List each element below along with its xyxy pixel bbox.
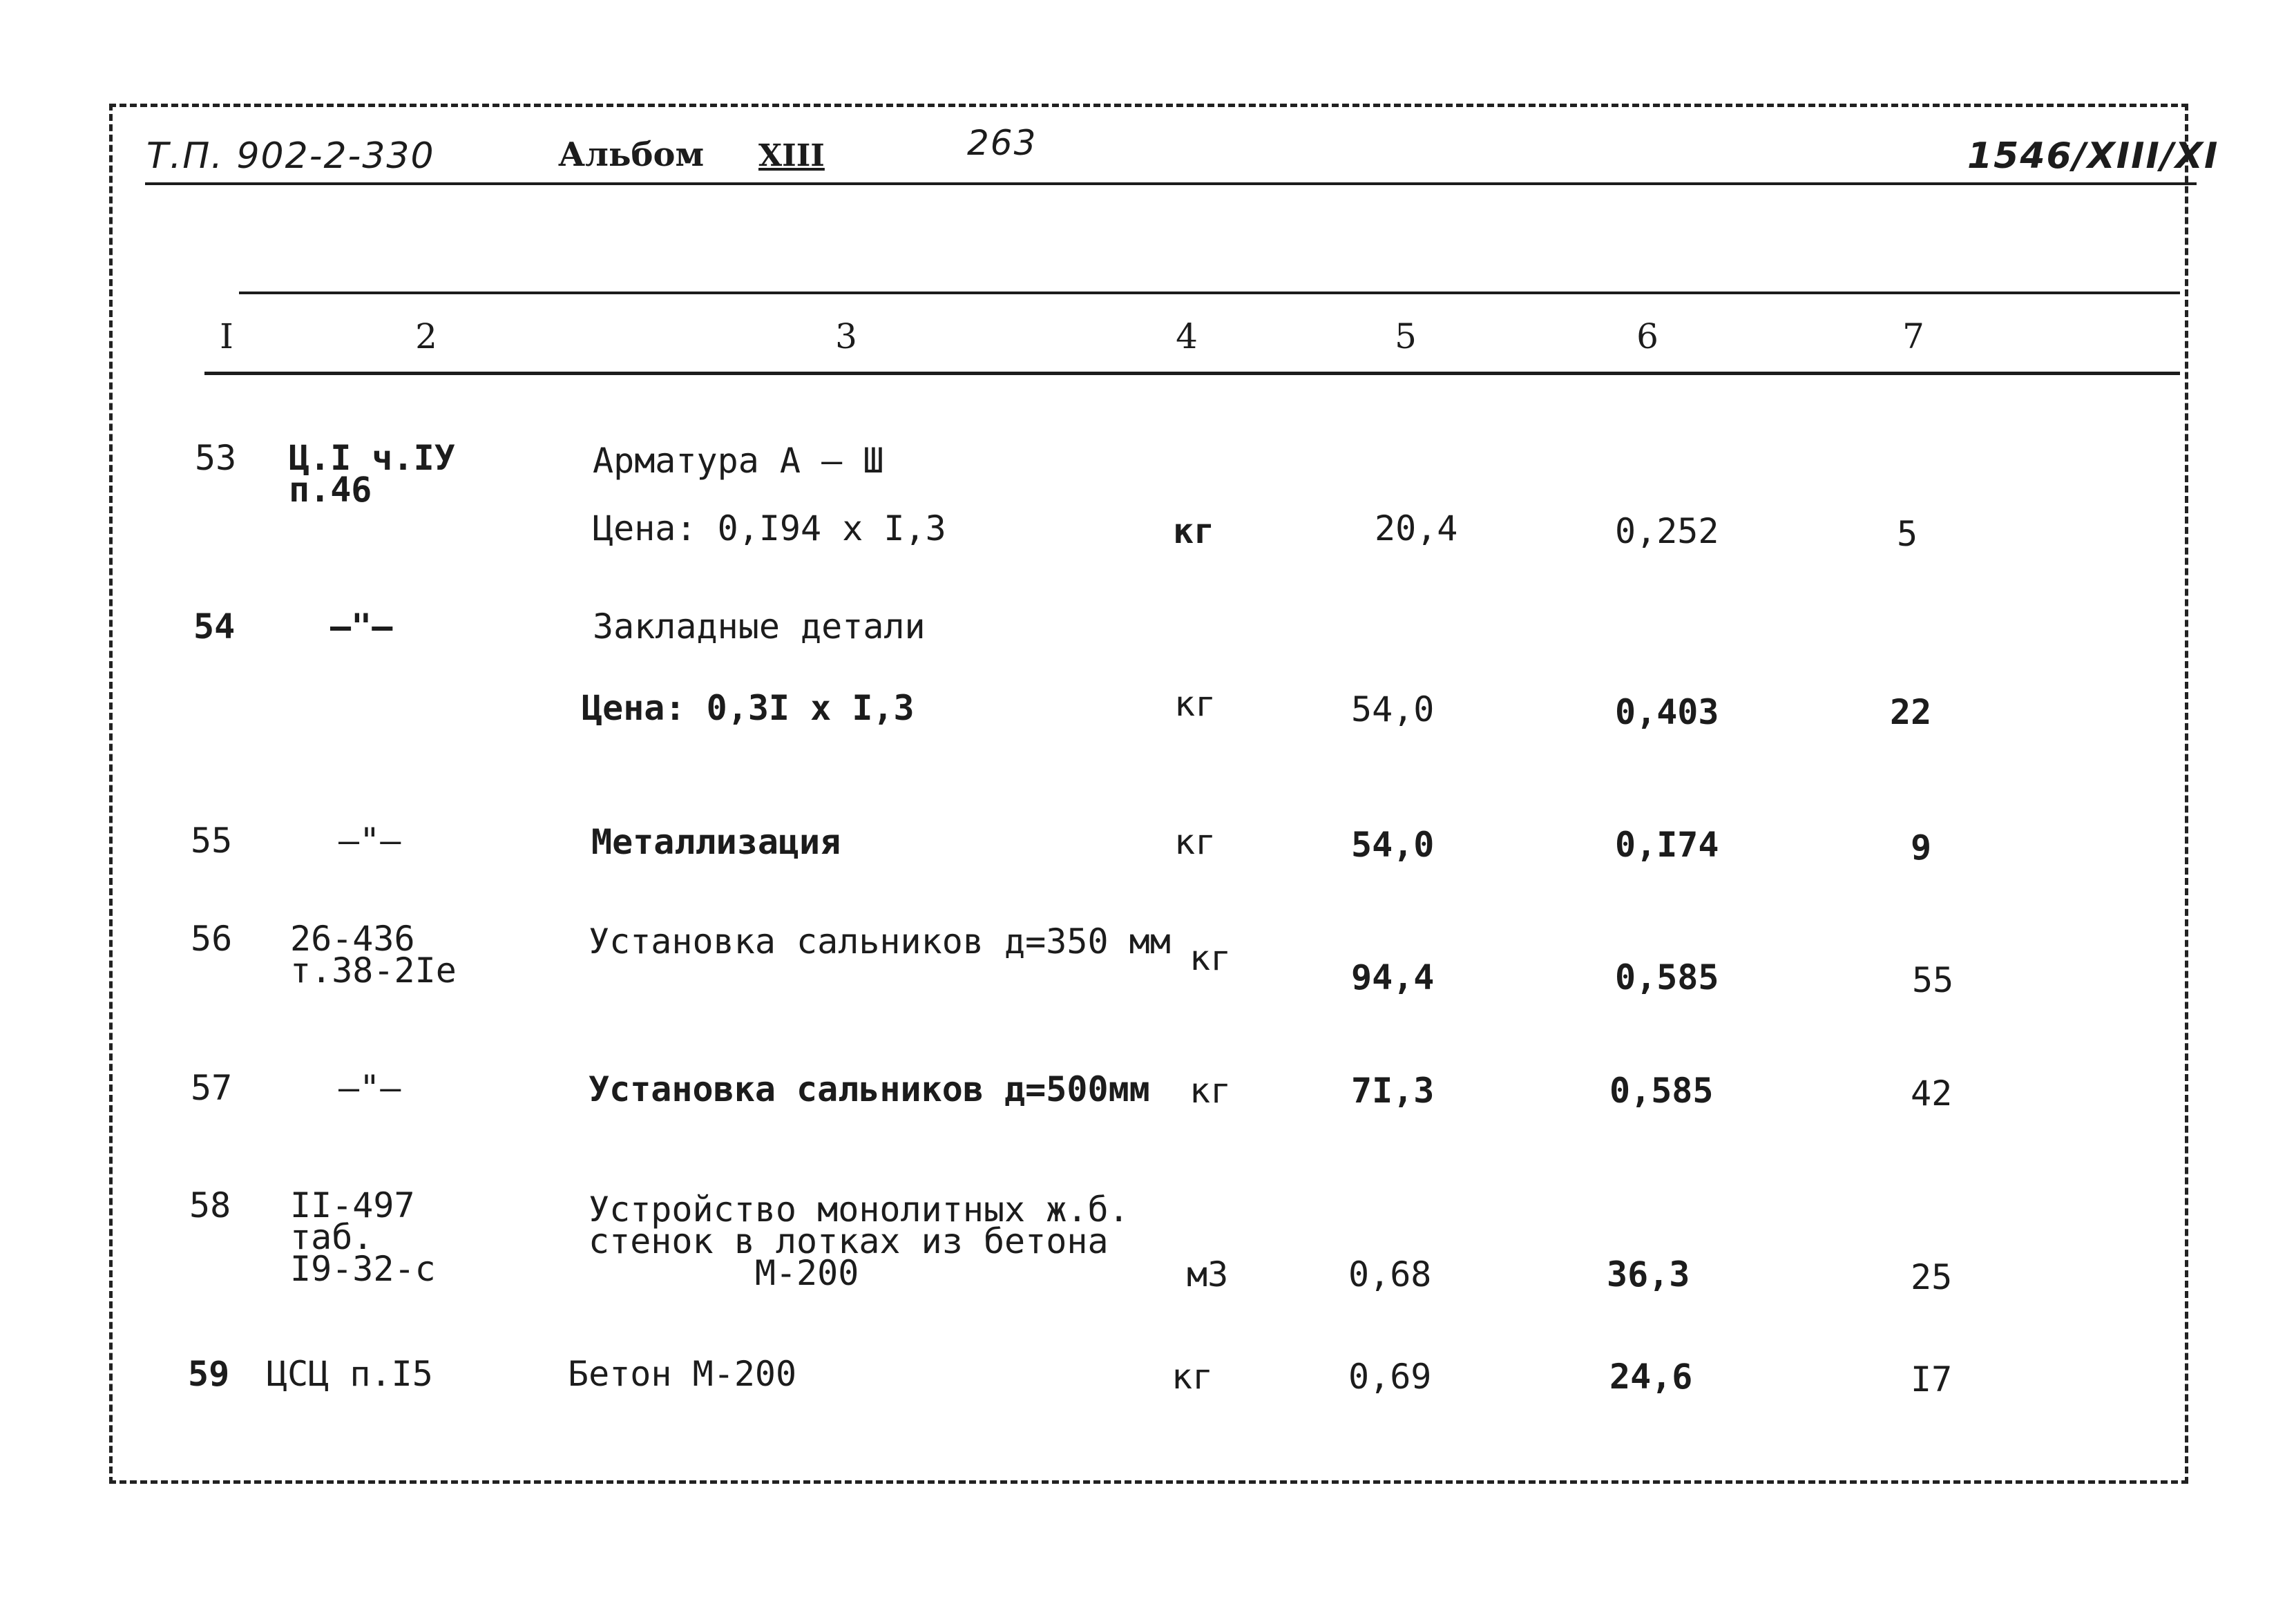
quantity: 94,4 <box>1351 957 1435 997</box>
project-number: Т.П. 902-2-330 <box>146 135 435 177</box>
table-top-rule <box>239 292 2180 294</box>
unit-price: 0,585 <box>1615 957 1719 997</box>
unit: кг <box>1189 1071 1232 1111</box>
table-header-rule <box>204 372 2180 375</box>
quantity: 0,68 <box>1348 1254 1432 1295</box>
row-number: 53 <box>195 438 237 478</box>
column-number-3: 3 <box>835 316 857 356</box>
quantity: 54,0 <box>1351 825 1435 865</box>
unit-price: 0,I74 <box>1615 825 1719 865</box>
item-description: Бетон М-200 <box>568 1354 797 1394</box>
unit: кг <box>1189 938 1232 978</box>
total-cost: I7 <box>1911 1359 1953 1399</box>
total-cost: 5 <box>1897 514 1918 554</box>
total-cost: 55 <box>1912 960 1954 1000</box>
price-reference: Ц.I ч.IУ п.46 <box>289 438 455 510</box>
price-reference: II-497 таб. I9-32-с <box>290 1185 436 1289</box>
column-number-7: 7 <box>1902 316 1924 356</box>
item-description: Арматура А – Ш <box>593 441 884 481</box>
column-number-6: 6 <box>1636 316 1658 356</box>
page-number: 263 <box>967 123 1038 163</box>
quantity: 54,0 <box>1351 689 1435 729</box>
item-price-formula: Цена: 0,3I х I,3 <box>582 688 915 728</box>
unit-price: 0,585 <box>1609 1071 1714 1111</box>
price-reference: ЦСЦ п.I5 <box>267 1354 433 1394</box>
item-description: Металлизация <box>591 822 841 862</box>
quantity: 0,69 <box>1348 1357 1432 1397</box>
column-number-2: 2 <box>415 316 437 356</box>
row-number: 58 <box>189 1185 231 1225</box>
item-description: Установка сальников д=500мм <box>589 1069 1150 1109</box>
price-reference: –"– <box>338 1068 401 1108</box>
row-number: 54 <box>193 606 236 647</box>
column-number-5: 5 <box>1395 316 1417 356</box>
unit: кг <box>1172 1357 1214 1397</box>
column-number-1: I <box>220 316 233 356</box>
total-cost: 42 <box>1911 1073 1953 1114</box>
header-rule <box>145 182 2197 185</box>
row-number: 59 <box>188 1354 230 1394</box>
album-label: Альбом <box>558 135 705 174</box>
album-number: XIII <box>758 138 825 173</box>
quantity: 20,4 <box>1375 508 1458 548</box>
price-reference: –"– <box>330 606 393 647</box>
item-description: Закладные детали <box>593 606 926 647</box>
item-price-formula: Цена: 0,I94 х I,3 <box>593 508 946 548</box>
row-number: 56 <box>191 919 233 959</box>
total-cost: 9 <box>1911 828 1932 868</box>
unit-price: 36,3 <box>1607 1254 1690 1295</box>
total-cost: 22 <box>1890 692 1932 732</box>
unit: кг <box>1174 822 1216 862</box>
item-description: Устройство монолитных ж.б. стенок в лотках из бетона М-200 <box>589 1190 1129 1293</box>
row-number: 57 <box>191 1068 233 1108</box>
unit-price: 0,252 <box>1615 511 1719 551</box>
row-number: 55 <box>191 821 233 861</box>
document-code: 1546/XIII/XI <box>1967 135 2219 177</box>
unit: кг <box>1174 684 1216 724</box>
item-description: Установка сальников д=350 мм <box>589 921 1171 962</box>
unit: кг <box>1173 511 1215 551</box>
unit-price: 0,403 <box>1615 692 1719 732</box>
price-reference: –"– <box>338 821 401 861</box>
unit-price: 24,6 <box>1609 1357 1693 1397</box>
quantity: 7I,3 <box>1351 1071 1435 1111</box>
column-number-4: 4 <box>1176 316 1198 356</box>
price-reference: 26-436 т.38-2Iе <box>290 919 457 991</box>
unit: м3 <box>1187 1254 1229 1295</box>
total-cost: 25 <box>1911 1257 1953 1297</box>
